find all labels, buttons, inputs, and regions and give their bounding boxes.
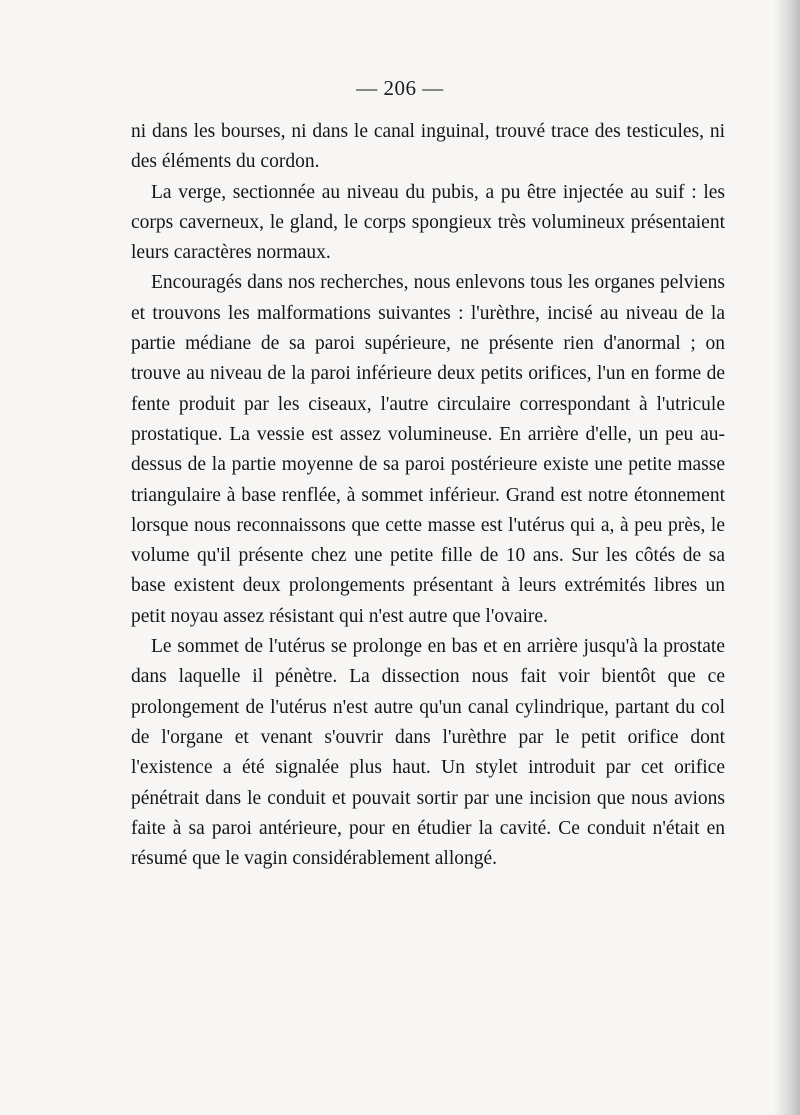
page-edge-shadow <box>774 0 800 1115</box>
paragraph-2: La verge, sectionnée au niveau du pubis, a pu être injectée au suif : les corps caverneux, le gland, le corps spongieux très volumineux présentaient leurs caractères normaux. <box>131 181 725 264</box>
paragraph-3: Encouragés dans nos recherches, nous enlevons tous les organes pelviens et trouvons les malformations suivantes : l'urèthre, incisé au niveau de la partie médiane de sa paroi supérieure, ne présente rien d'anormal ; on trouve au niveau de la paroi inférieure deux petits orifices, l'un en forme de fente produit par les ciseaux, l'autre circulaire correspondant à l'utricule prostatique. La vessie est assez volumineuse. En arrière d'elle, un peu au-dessus de la partie moyenne de sa paroi postérieure existe une petite masse triangulaire à base renflée, à sommet inférieur. Grand est notre étonnement lorsque nous reconnaissons que cette masse est l'utérus qui a, à peu près, le volume qu'il présente chez une petite fille de 10 ans. Sur les côtés de sa base existent deux prolongements présentant à leurs extrémités libres un petit noyau assez résistant qui n'est autre que l'ovaire. <box>131 272 725 627</box>
page-number: — 206 — <box>356 76 444 100</box>
paragraph-1: ni dans les bourses, ni dans le canal inguinal, trouvé trace des testicules, ni des éléments du cordon. <box>131 121 725 173</box>
body-text <box>131 117 725 874</box>
paragraph-4: Le sommet de l'utérus se prolonge en bas et en arrière jusqu'à la prostate dans laquelle il pénètre. La dissection nous fait voir bientôt que ce prolongement de l'utérus n'est autre qu'un canal cylindrique, partant du col de l'organe et venant s'ouvrir dans l'urèthre par le petit orifice dont l'existence a été signalée plus haut. Un stylet introduit par cet orifice pénétrait dans le conduit et pouvait sortir par une incision que nous avions faite à sa paroi antérieure, pour en étudier la cavité. Ce conduit n'était en résumé que le vagin considérablement allongé. <box>131 636 725 870</box>
